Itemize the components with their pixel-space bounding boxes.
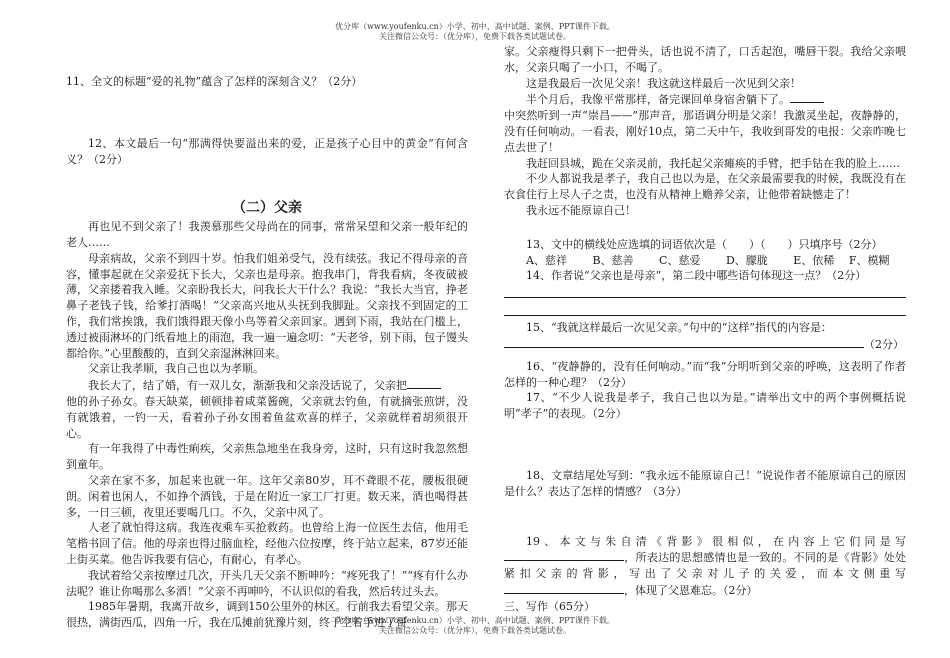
fill-blank-19a[interactable] bbox=[504, 549, 624, 561]
option-a: A、慈祥 bbox=[526, 253, 567, 267]
paragraph: 母亲病故，父亲不到四十岁。怕我们姐弟受气，没有续弦。我记不得母亲的音容，懂事起就在父亲爱抚下长大，父亲也是母亲。抱我串门，背我看病，冬夜破被薄，父亲搂着我入睡。父亲盼我长大，问我长大干什么？我说：“我长大当官，挣老鼻子老钱子钱，给爹打酒喝！”父亲高兴地从头抚到我脚趾。父亲找不到固定的工作，我们常挨饿，我们饿得跟天像小鸟等着父亲回家。遇到下雨，我站在门槛上，透过被雨淋坏的门纸看地上的雨泡，我一遍一遍念叨：“天老爷，别下雨，包子馒头都给你。”心里酸酸的，直到父亲湿淋淋回来。 bbox=[66, 251, 468, 360]
section-title: （二）父亲 bbox=[232, 200, 302, 217]
answer-line[interactable] bbox=[504, 284, 906, 298]
paragraph: 中突然听到一声“崇昌——”那声音，那语调分明是父亲！我激灵坐起，夜静静的，没有任何响动。一看表，刚好10点，第二天中午，我收到哥发的电报：父亲昨晚七点去世了！ bbox=[504, 109, 906, 154]
question-13: 13、文中的横线处应选填的词语依次是（ ）（ ）只填序号（2分） bbox=[526, 237, 883, 251]
paragraph: 我试着给父亲按摩过几次，开头几天父亲不断呻吟：“疼死我了！”“疼有什么办法呢？谁让你喝那么多酒！”父亲不再呻吟，不认识似的看我，然后转过头去。 bbox=[66, 568, 468, 598]
paragraph: 人老了就怕得这病。我连夜乘车买抢救药。也曾给上海一位医生去信，他用毛笔楷书回了信。他的母亲也得过脑血栓，经他六位按摩，终于站立起来，87岁还能上街买菜。他告诉我要有信心，有耐心，有孝心。 bbox=[66, 521, 468, 566]
question-19-part-c: ，体现了父恩难忘。（2分） bbox=[624, 583, 758, 597]
paragraph-text: 我长大了，结了婚，有一双儿女，渐渐我和父亲没话说了，父亲把 bbox=[88, 379, 407, 393]
footer-line-2: 关注微信公众号：（优分库），免费下载各类试题试卷。 bbox=[379, 626, 571, 635]
question-18: 18、文章结尾处写到：“我永远不能原谅自己！”说说作者不能原谅自己的原因是什么？表达了怎样的情感？（3分） bbox=[504, 468, 906, 498]
question-15: 15、“我就这样最后一次见父亲。”句中的“这样”指代的内容是： bbox=[526, 321, 832, 335]
paragraph: 有一年我得了中毒性痢疾，父亲焦急地坐在我身旁，这时，只有这时我忽然想到童年。 bbox=[66, 442, 468, 472]
fill-blank-1[interactable] bbox=[407, 377, 441, 389]
paragraph: 家。父亲瘦得只剩下一把骨头，话也说不清了，口舌起泡，嘴唇干裂。我给父亲喂水，父亲只喝了一小口，不喝了。 bbox=[504, 45, 906, 74]
question-14: 14、作者说“父亲也是母亲”，第二段中哪些语句体现这一点？（2分） bbox=[526, 269, 867, 283]
footer-line-1: 优分库（www.youfenku.cn）小学、初中、高中试题、案例、PPT课件下载。 bbox=[335, 616, 615, 625]
answer-blank-15[interactable] bbox=[504, 336, 864, 348]
option-c: C、慈爱 bbox=[659, 253, 701, 267]
question-19 bbox=[504, 534, 906, 599]
header-line-2: 关注微信公众号：（优分库），免费下载各类试题试卷。 bbox=[379, 32, 571, 41]
question-15-score: （2分） bbox=[864, 337, 904, 351]
header-line-1: 优分库（www.youfenku.cn）小学、初中、高中试题、案例、PPT课件下载。 bbox=[335, 22, 615, 31]
paragraph: 我赶回县城，跪在父亲灵前，我托起父亲瘫痪的手臂，把手钻在我的脸上…… bbox=[526, 156, 900, 170]
option-f: F、模糊 bbox=[848, 253, 890, 267]
paragraph: 这是我最后一次见父亲！我这就这样最后一次见到父亲！ bbox=[526, 76, 801, 90]
paragraph-with-blank bbox=[66, 377, 468, 394]
section-3-title: 三、写作（65分） bbox=[504, 599, 595, 613]
left-column bbox=[66, 72, 468, 631]
answer-line[interactable] bbox=[504, 302, 906, 316]
paragraph: 再也见不到父亲了！我羡慕那些父母尚在的同事，常常呆望和父亲一般年纪的老人…… bbox=[66, 220, 468, 249]
fill-blank-2[interactable] bbox=[790, 91, 824, 103]
page-header bbox=[0, 22, 950, 42]
option-b: B、慈善 bbox=[592, 253, 634, 267]
paragraph-text: 半个月后，我像平常那样，备完课回单身宿舍躺下了。 bbox=[526, 93, 790, 107]
fill-blank-19b[interactable] bbox=[504, 582, 624, 594]
paragraph: 父亲在家不多，加起来也就一年。这年父亲80岁，耳不聋眼不花，腰板很硬朗。闲着也闲人，不如挣个酒钱，于是在附近一家工厂打更。数天来，酒也喝得甚多，一日三顿，夜里还要喝几口。不久，父亲中风了。 bbox=[66, 473, 468, 519]
question-19-part-a: 19、本文与朱自清《背影》很相似，在内容上它们同是写 bbox=[526, 534, 906, 548]
question-13-options bbox=[504, 253, 906, 269]
paragraph: 父亲让我孝顺，我自己也以为孝顺。 bbox=[88, 362, 264, 376]
question-16: 16、“夜静静的，没有任何响动。”而“我”分明听到父亲的呼唤，这表明了作者怎样的一种心理？（2分） bbox=[504, 359, 906, 389]
paragraph: 我永远不能原谅自己！ bbox=[526, 203, 636, 217]
question-17: 17、“不少人说我是孝子，我自己也以为是。”请举出文中的两个事例概括说明“孝子”的表现。（2分） bbox=[504, 391, 906, 421]
paragraph: 他的孙子孙女。春天缺菜，顿顿排着咸菜酱碗，父亲就去钓鱼，有就摘张煎饼，没有就饿着，一钓一天，看着孙子孙女围着鱼盆欢喜的样子，父亲就样着胡须很开心。 bbox=[66, 394, 468, 440]
question-11: 11、全文的标题“爱的礼物”蕴含了怎样的深刻含义？（2分） bbox=[66, 75, 363, 88]
question-12: 12、本文最后一句“那满得快要溢出来的爱，正是孩子心目中的黄金”有何含义？（2分） bbox=[66, 136, 468, 166]
option-d: D、朦胧 bbox=[725, 253, 768, 267]
paragraph-with-blank bbox=[504, 91, 906, 108]
page-footer bbox=[0, 616, 950, 636]
paragraph: 1985年暑期，我离开故乡，调到150公里外的林区。行前我去看望父亲。那天很热，满街西瓜，四角一斤，我在瓜摊前犹豫片刻，终于空着手进了哥 bbox=[66, 600, 468, 630]
option-e: E、依稀 bbox=[793, 253, 835, 267]
right-column bbox=[504, 44, 906, 615]
question-15-line bbox=[504, 336, 906, 353]
paragraph: 不少人都说我是孝子，我自己也以为是，在父亲最需要我的时候，我既没有在衣食住行上尽人子之责，也没有从精神上赡养父亲，让他带着缺憾走了！ bbox=[504, 172, 906, 202]
question-19-part-b: ，所表达的思想感情也是一致的。不同的是《背影》处处紧扣父亲的背影，写出了父亲对儿子的关爱，而本文侧重写 bbox=[504, 551, 906, 581]
